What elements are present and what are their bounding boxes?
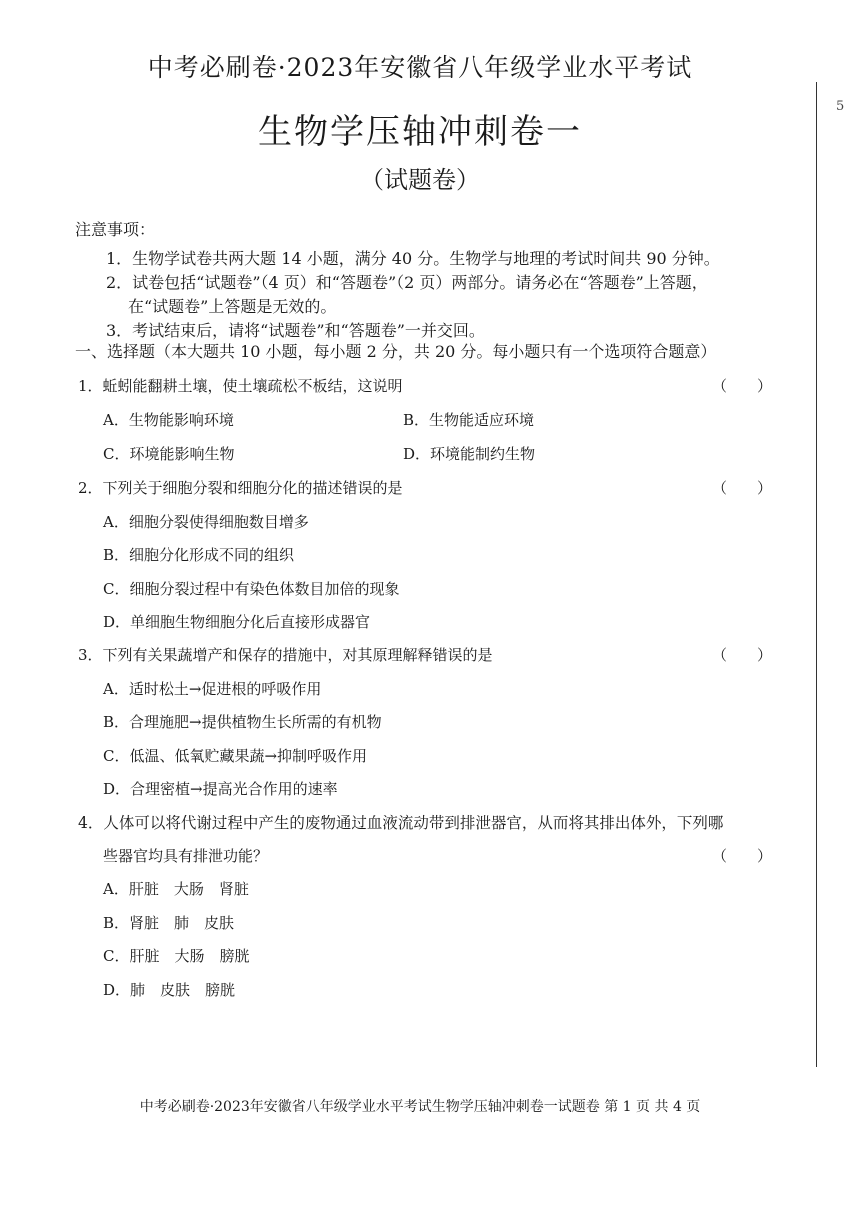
option: D．环境能制约生物 <box>403 445 536 463</box>
exam-header: 中考必刷卷·2023年安徽省八年级学业水平考试 <box>147 53 693 82</box>
notice-label: 注意事项： <box>75 220 156 239</box>
option: D．肺 皮肤 膀胱 <box>103 981 236 999</box>
exam-title: 生物学压轴冲刺卷一 <box>258 112 582 152</box>
question-stem: 4．人体可以将代谢过程中产生的废物通过血液流动带到排泄器官，从而将其排出体外，下列哪 <box>78 814 724 832</box>
question-stem: 3．下列有关果蔬增产和保存的措施中，对其原理解释错误的是 <box>78 646 493 664</box>
option: B．合理施肥→提供植物生长所需的有机物 <box>103 713 382 731</box>
question-stem: 2．下列关于细胞分裂和细胞分化的描述错误的是 <box>78 479 403 497</box>
notice-item: 在“试题卷”上答题是无效的。 <box>128 297 337 316</box>
option: B．细胞分化形成不同的组织 <box>103 546 295 564</box>
option: D．单细胞生物细胞分化后直接形成器官 <box>103 613 371 631</box>
page-footer: 中考必刷卷·2023年安徽省八年级学业水平考试生物学压轴冲刺卷一试题卷 第 1 页 共 4 页 <box>139 1099 701 1115</box>
answer-paren: （ ） <box>712 646 773 664</box>
answer-paren: （ ） <box>712 479 773 497</box>
notice-item: 3．考试结束后，请将“试题卷”和“答题卷”一并交回。 <box>106 321 485 340</box>
exam-subtitle: （试题卷） <box>360 166 480 194</box>
option: A．肝脏 大肠 肾脏 <box>103 880 249 898</box>
option: A．生物能影响环境 <box>103 411 234 429</box>
notice-item: 2．试卷包括“试题卷”（4 页）和“答题卷”（2 页）两部分。请务必在“答题卷”上答题， <box>106 273 708 292</box>
option: C．细胞分裂过程中有染色体数目加倍的现象 <box>103 580 400 598</box>
section-title: 一、选择题（本大题共 10 小题，每小题 2 分，共 20 分。每小题只有一个选项符合题意） <box>75 342 717 361</box>
notice-item: 1．生物学试卷共两大题 14 小题，满分 40 分。生物学与地理的考试时间共 90 分钟。 <box>106 249 720 268</box>
option: C．环境能影响生物 <box>103 445 235 463</box>
option: B．肾脏 肺 皮肤 <box>103 914 235 932</box>
option: C．低温、低氧贮藏果蔬→抑制呼吸作用 <box>103 747 368 765</box>
option: C．肝脏 大肠 膀胱 <box>103 947 250 965</box>
binding-line <box>816 82 817 1067</box>
option: D．合理密植→提高光合作用的速率 <box>103 780 338 798</box>
question-stem: 1．蚯蚓能翻耕土壤，使土壤疏松不板结，这说明 <box>78 377 403 395</box>
option: A．细胞分裂使得细胞数目增多 <box>103 513 309 531</box>
option: B．生物能适应环境 <box>403 411 535 429</box>
answer-paren: （ ） <box>712 377 773 395</box>
question-stem-continued: 些器官均具有排泄功能？ <box>103 847 269 865</box>
answer-paren: （ ） <box>712 847 773 865</box>
option: A．适时松土→促进根的呼吸作用 <box>103 680 322 698</box>
side-page-number: 5 <box>836 99 845 114</box>
